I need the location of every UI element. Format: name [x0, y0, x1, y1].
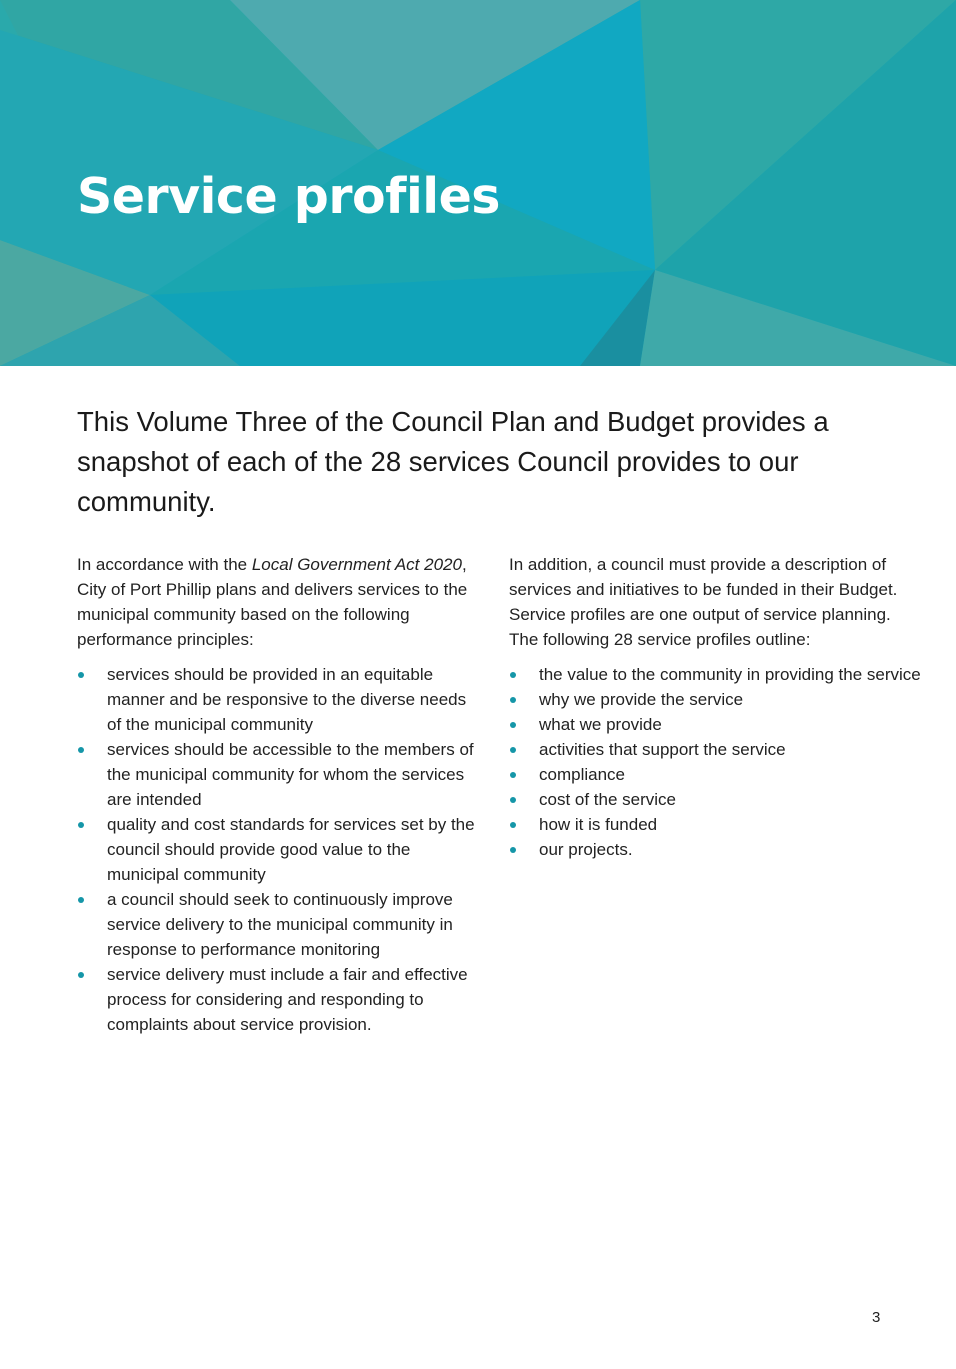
left-column: [77, 552, 477, 1037]
page-title: Service profiles: [77, 168, 500, 225]
list-item: [77, 662, 477, 737]
list-item: [509, 762, 924, 787]
list-item-text: what we provide: [539, 715, 662, 734]
list-item-text: cost of the service: [539, 790, 677, 809]
intro-paragraph: This Volume Three of the Council Plan and Budget provides a snapshot of each of the 28 services Council provides to our community.: [77, 406, 829, 517]
list-item-text: activities that support the service: [539, 740, 786, 759]
bullet-icon: [78, 897, 84, 903]
act-name: Local Government Act 2020: [251, 555, 462, 574]
bullet-icon: [510, 747, 516, 753]
principles-list: [77, 662, 477, 1037]
header-banner: [0, 0, 956, 366]
principles-paragraph: [77, 552, 477, 652]
list-item: [509, 662, 924, 687]
list-item-text: why we provide the service: [539, 690, 744, 709]
list-item-text: service delivery must include a fair and effective process for considering and responding to complaints about service provision.: [107, 965, 468, 1034]
bullet-icon: [510, 822, 516, 828]
bullet-icon: [78, 672, 84, 678]
list-item: [77, 887, 477, 962]
bullet-icon: [510, 697, 516, 703]
bullet-icon: [510, 847, 516, 853]
bullet-icon: [78, 747, 84, 753]
outline-list: [509, 662, 924, 862]
list-item: [509, 787, 924, 812]
list-item-text: services should be provided in an equitable manner and be responsive to the diverse needs of the municipal community: [107, 665, 467, 734]
list-item: [77, 962, 477, 1037]
list-item: [509, 687, 924, 712]
list-item-text: the value to the community in providing the service: [539, 665, 921, 684]
list-item-text: compliance: [539, 765, 625, 784]
list-item: [509, 812, 924, 837]
bullet-icon: [510, 772, 516, 778]
bullet-icon: [78, 972, 84, 978]
bullet-icon: [510, 722, 516, 728]
list-item: [509, 712, 924, 737]
list-item: [509, 837, 924, 862]
right-column: [509, 552, 924, 862]
list-item: [77, 812, 477, 887]
paragraph-text: , City of Port Phillip plans and delivers services to the municipal community based on the following performance principles:: [77, 555, 468, 649]
list-item-text: our projects.: [539, 840, 633, 859]
list-item-text: a council should seek to continuously improve service delivery to the municipal community in response to performance monitoring: [107, 890, 453, 959]
list-item: [77, 737, 477, 812]
bullet-icon: [510, 797, 516, 803]
page-number: 3: [872, 1309, 881, 1326]
outline-paragraph: In addition, a council must provide a description of services and initiatives to be funded in their Budget. Service profiles are one output of service planning. The following 28 service profiles outline:: [509, 555, 898, 649]
bullet-icon: [510, 672, 516, 678]
list-item-text: how it is funded: [539, 815, 658, 834]
paragraph-text: In accordance with the: [77, 555, 252, 574]
list-item: [509, 737, 924, 762]
list-item-text: services should be accessible to the members of the municipal community for whom the services are intended: [107, 740, 474, 809]
list-item-text: quality and cost standards for services set by the council should provide good value to the municipal community: [107, 815, 475, 884]
bullet-icon: [78, 822, 84, 828]
